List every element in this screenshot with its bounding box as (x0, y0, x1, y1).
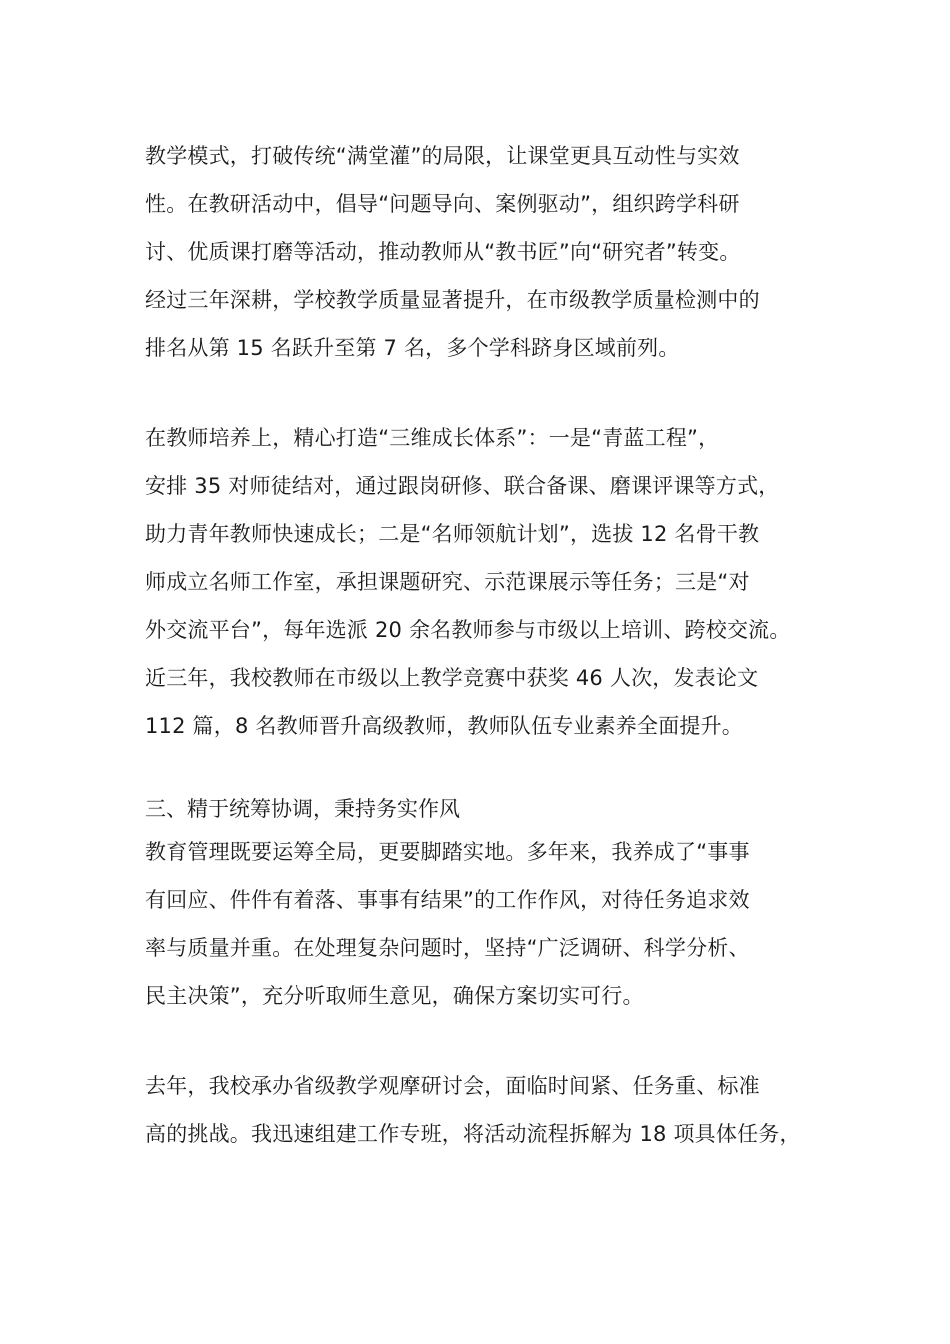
text-line: 近三年，我校教师在市级以上教学竞赛中获奖 46 人次，发表论文 (145, 666, 759, 690)
paragraph-teaching-reform (145, 132, 825, 372)
paragraph-gap (145, 750, 825, 792)
text-line: 外交流平台”，每年选派 20 余名教师参与市级以上培训、跨校交流。 (145, 618, 791, 642)
text-line: 民主决策”，充分听取师生意见，确保方案切实可行。 (145, 984, 644, 1008)
text-line: 讨、优质课打磨等活动，推动教师从“教书匠”向“研究者”转变。 (145, 240, 741, 264)
section-heading: 三、精于统筹协调，秉持务实作风 (145, 797, 460, 821)
paragraph-teacher-training (145, 414, 825, 750)
text-line: 教学模式，打破传统“满堂灌”的局限，让课堂更具互动性与实效 (145, 144, 740, 168)
text-line: 助力青年教师快速成长；二是“名师领航计划”，选拔 12 名骨干教 (145, 522, 760, 546)
text-line: 排名从第 15 名跃升至第 7 名，多个学科跻身区域前列。 (145, 336, 680, 360)
text-line: 经过三年深耕，学校教学质量显著提升，在市级教学质量检测中的 (145, 288, 760, 312)
paragraph-management-style (145, 828, 825, 1020)
text-line: 去年，我校承办省级教学观摩研讨会，面临时间紧、任务重、标准 (145, 1074, 760, 1098)
text-line: 率与质量并重。在处理复杂问题时，坚持“广泛调研、科学分析、 (145, 936, 750, 960)
text-line: 师成立名师工作室，承担课题研究、示范课展示等任务；三是“对 (145, 570, 750, 594)
text-line: 在教师培养上，精心打造“三维成长体系”：一是“青蓝工程”， (145, 426, 720, 450)
document-body (145, 132, 825, 1158)
text-line: 112 篇，8 名教师晋升高级教师，教师队伍专业素养全面提升。 (145, 714, 743, 738)
text-line: 高的挑战。我迅速组建工作专班，将活动流程拆解为 18 项具体任务， (145, 1122, 801, 1146)
paragraph-gap (145, 372, 825, 414)
paragraph-provincial-seminar (145, 1062, 825, 1158)
text-line: 性。在教研活动中，倡导“问题导向、案例驱动”，组织跨学科研 (145, 192, 740, 216)
text-line: 安排 35 对师徒结对，通过跟岗研修、联合备课、磨课评课等方式， (145, 474, 780, 498)
paragraph-gap (145, 1020, 825, 1062)
text-line: 有回应、件件有着落、事事有结果”的工作作风，对待任务追求效 (145, 888, 750, 912)
text-line: 教育管理既要运筹全局，更要脚踏实地。多年来，我养成了“事事 (145, 840, 750, 864)
